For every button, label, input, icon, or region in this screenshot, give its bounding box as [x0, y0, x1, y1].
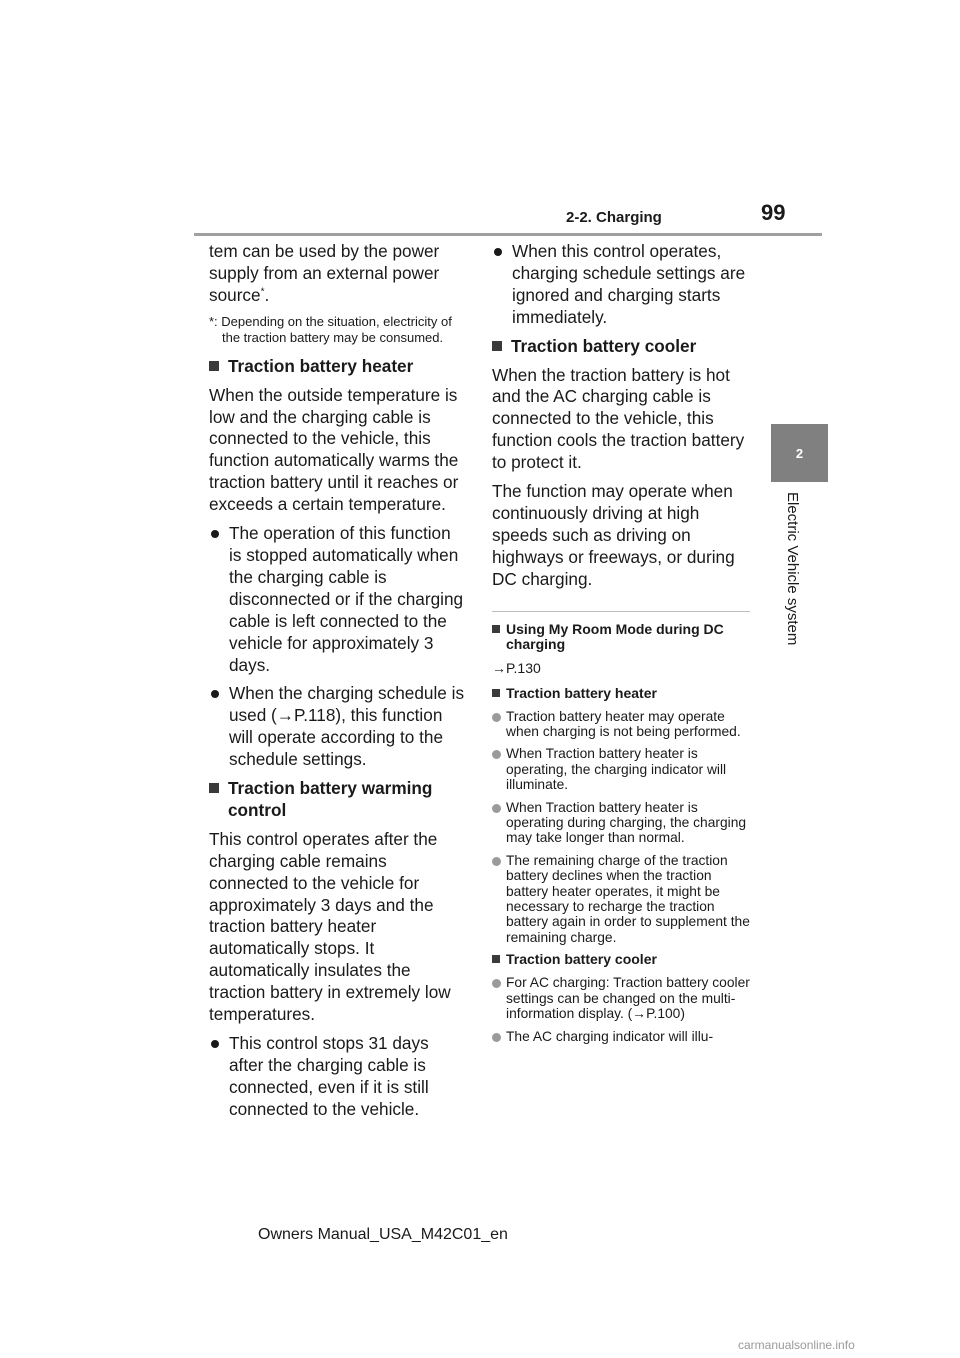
bullet-warming-2: When this control operates, charging schedule settings are ignored and charging starts immediately.	[492, 241, 750, 329]
paragraph-heater: When the outside temperature is low and the charging cable is connected to the vehicle, this function automatically warms the traction battery until it reaches or exceeds a certain temperature.	[209, 384, 459, 515]
square-bullet-icon	[209, 783, 219, 793]
square-bullet-icon	[492, 689, 500, 697]
circle-bullet-icon	[492, 1033, 501, 1042]
bullet-dot-icon	[211, 1040, 219, 1048]
paragraph-cooler-1: When the traction battery is hot and the AC charging cable is connected to the vehicle, this function cools the traction battery to protect it.	[492, 364, 745, 473]
square-bullet-icon	[492, 625, 500, 633]
note-heading-cooler: Traction battery cooler	[492, 952, 750, 967]
notes-rule	[492, 611, 750, 612]
note-bullet-heater-2: When Traction battery heater is operating, the charging indicator will illuminate.	[492, 746, 750, 792]
bullet-warming-1: This control stops 31 days after the charging cable is connected, even if it is still connected to the vehicle.	[209, 1033, 467, 1121]
page-number: 99	[761, 200, 786, 225]
right-column	[492, 241, 750, 1051]
bullet-dot-icon	[211, 530, 219, 538]
circle-bullet-icon	[492, 857, 501, 866]
intro-paragraph: tem can be used by the power supply from an external power source*.	[209, 241, 440, 305]
heading-traction-battery-cooler: Traction battery cooler	[492, 336, 750, 358]
note-bullet-heater-4: The remaining charge of the traction battery declines when the traction battery heater operates, it might be necessary to recharge the traction battery again in order to supplement the remaining charge.	[492, 853, 750, 945]
bullet-heater-1: The operation of this function is stopped automatically when the charging cable is disconnected or if the charging cable is left connected to the vehicle for approximately 3 days.	[209, 523, 467, 676]
bullet-dot-icon	[494, 248, 502, 256]
circle-bullet-icon	[492, 979, 501, 988]
circle-bullet-icon	[492, 804, 501, 813]
circle-bullet-icon	[492, 750, 501, 759]
note-bullet-cooler-1: For AC charging: Traction battery cooler settings can be changed on the multi-information display. (→P.100)	[492, 975, 750, 1021]
heading-warming-control: Traction battery warming control	[209, 778, 467, 822]
footnote: *: Depending on the situation, electricity of the traction battery may be consumed.	[209, 313, 452, 345]
note-heading-heater: Traction battery heater	[492, 686, 750, 701]
bullet-dot-icon	[211, 690, 219, 698]
circle-bullet-icon	[492, 713, 501, 722]
chapter-number: 2	[795, 445, 804, 461]
bullet-heater-2: When the charging schedule is used (→P.118), this function will operate according to the schedule settings.	[209, 683, 467, 771]
left-column	[209, 241, 467, 1128]
paragraph-cooler-2: The function may operate when continuously driving at high speeds such as driving on highways or freeways, or during DC charging.	[492, 481, 735, 589]
square-bullet-icon	[209, 361, 219, 371]
page-reference-p130[interactable]: →P.130	[492, 659, 541, 676]
watermark: carmanualsonline.info	[738, 1338, 855, 1352]
chapter-label: Electric Vehicle system	[784, 492, 801, 646]
footer-manual-id: Owners Manual_USA_M42C01_en	[258, 1226, 508, 1243]
square-bullet-icon	[492, 341, 502, 351]
note-bullet-cooler-2: The AC charging indicator will illu-	[492, 1029, 750, 1044]
paragraph-warming: This control operates after the charging cable remains connected to the vehicle for approximately 3 days and the traction battery heater automatically stops. It automatically insulates the traction battery in extremely low temperatures.	[209, 828, 451, 1025]
heading-traction-battery-heater: Traction battery heater	[209, 356, 467, 378]
note-bullet-heater-1: Traction battery heater may operate when charging is not being performed.	[492, 709, 750, 740]
note-heading-my-room-mode: Using My Room Mode during DC charging	[492, 622, 750, 652]
note-bullet-heater-3: When Traction battery heater is operating during charging, the charging may take longer than normal.	[492, 800, 750, 846]
header-section-title: 2-2. Charging	[566, 209, 662, 226]
chapter-tab	[771, 424, 828, 482]
header-rule	[194, 233, 822, 236]
square-bullet-icon	[492, 955, 500, 963]
